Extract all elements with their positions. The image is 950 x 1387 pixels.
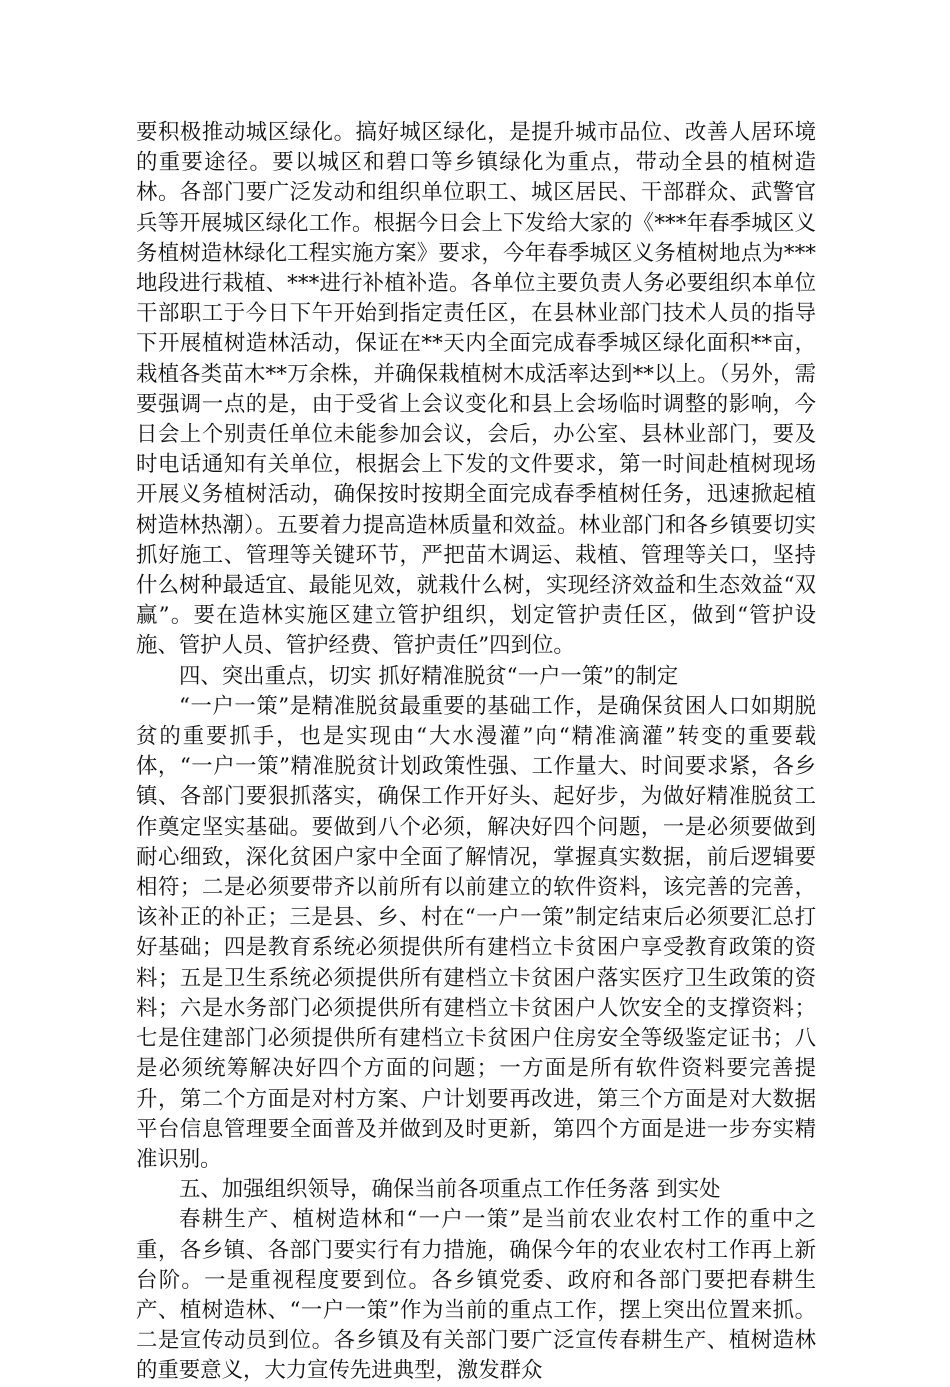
document-body [136, 118, 816, 1387]
paragraph-city-greening: 要积极推动城区绿化。搞好城区绿化，是提升城市品位、改善人居环境的重要途径。要以城区和碧口等乡镇绿化为重点，带动全县的植树造林。各部门要广泛发动和组织单位职工、城区居民、干部群众、武警官兵等开展城区绿化工作。根据今日会上下发给大家的《***年春季城区义务植树造林绿化工程实施方案》要求，今年春季城区义务植树地点为***地段进行栽植、***进行补植补造。各单位主要负责人务必要组织本单位干部职工于今日下午开始到指定责任区，在县林业部门技术人员的指导下开展植树造林活动，保证在**天内全面完成春季城区绿化面积**亩，栽植各类苗木**万余株，并确保栽植树木成活率达到**以上。（另外，需要强调一点的是，由于受省上会议变化和县上会场临时调整的影响，今日会上个别责任单位未能参加会议，会后，办公室、县林业部门，要及时电话通知有关单位，根据会上下发的文件要求，第一时间赴植树现场开展义务植树活动，确保按时按期全面完成春季植树任务，迅速掀起植树造林热潮）。五要着力提高造林质量和效益。林业部门和各乡镇要切实抓好施工、管理等关键环节，严把苗木调运、栽植、管理等关口，坚持什么树种最适宜、最能见效，就栽什么树，实现经济效益和生态效益“双赢”。要在造林实施区建立管护组织，划定管护责任区，做到“管护设施、管护人员、管护经费、管护责任”四到位。 [136, 120, 816, 659]
paragraph-organization-leadership: 春耕生产、植树造林和“一户一策”是当前农业农村工作的重中之重，各乡镇、各部门要实行有力措施，确保今年的农业农村工作再上新台阶。一是重视程度要到位。各乡镇党委、政府和各部门要把春耕生产、植树造林、“一户一策”作为当前的重点工作，摆上突出位置来抓。二是宣传动员到位。各乡镇及有关部门要广泛宣传春耕生产、植树造林的重要意义，大力宣传先进典型，激发群众 [136, 1207, 816, 1384]
section-heading-five: 五、加强组织领导，确保当前各项重点工作任务落 到实处 [179, 1177, 721, 1203]
paragraph-one-household-one-policy: “一户一策”是精准脱贫最重要的基础工作，是确保贫困人口如期脱贫的重要抓手，也是实现由“大水漫灌”向“精准滴灌”转变的重要载体，“一户一策”精准脱贫计划政策性强、工作量大、时间要求紧，各乡镇、各部门要狠抓落实，确保工作开好头、起好步，为做好精准脱贫工作奠定坚实基础。要做到八个必须，解决好四个问题，一是必须要做到耐心细致，深化贫困户家中全面了解情况，掌握真实数据，前后逻辑要相符；二是必须要带齐以前所有以前建立的软件资料，该完善的完善，该补正的补正；三是县、乡、村在“一户一策”制定结束后必须要汇总打好基础；四是教育系统必须提供所有建档立卡贫困户享受教育政策的资料；五是卫生系统必须提供所有建档立卡贫困户落实医疗卫生政策的资料；六是水务部门必须提供所有建档立卡贫困户人饮安全的支撑资料；七是住建部门必须提供所有建档立卡贫困户住房安全等级鉴定证书；八是必须统筹解决好四个方面的问题；一方面是所有软件资料要完善提升，第二个方面是对村方案、户计划要再改进，第三个方面是对大数据平台信息管理要全面普及并做到及时更新，第四个方面是进一步夯实精准识别。 [136, 693, 816, 1172]
section-heading-four: 四、突出重点，切实 抓好精准脱贫“一户一策”的制定 [179, 663, 679, 689]
